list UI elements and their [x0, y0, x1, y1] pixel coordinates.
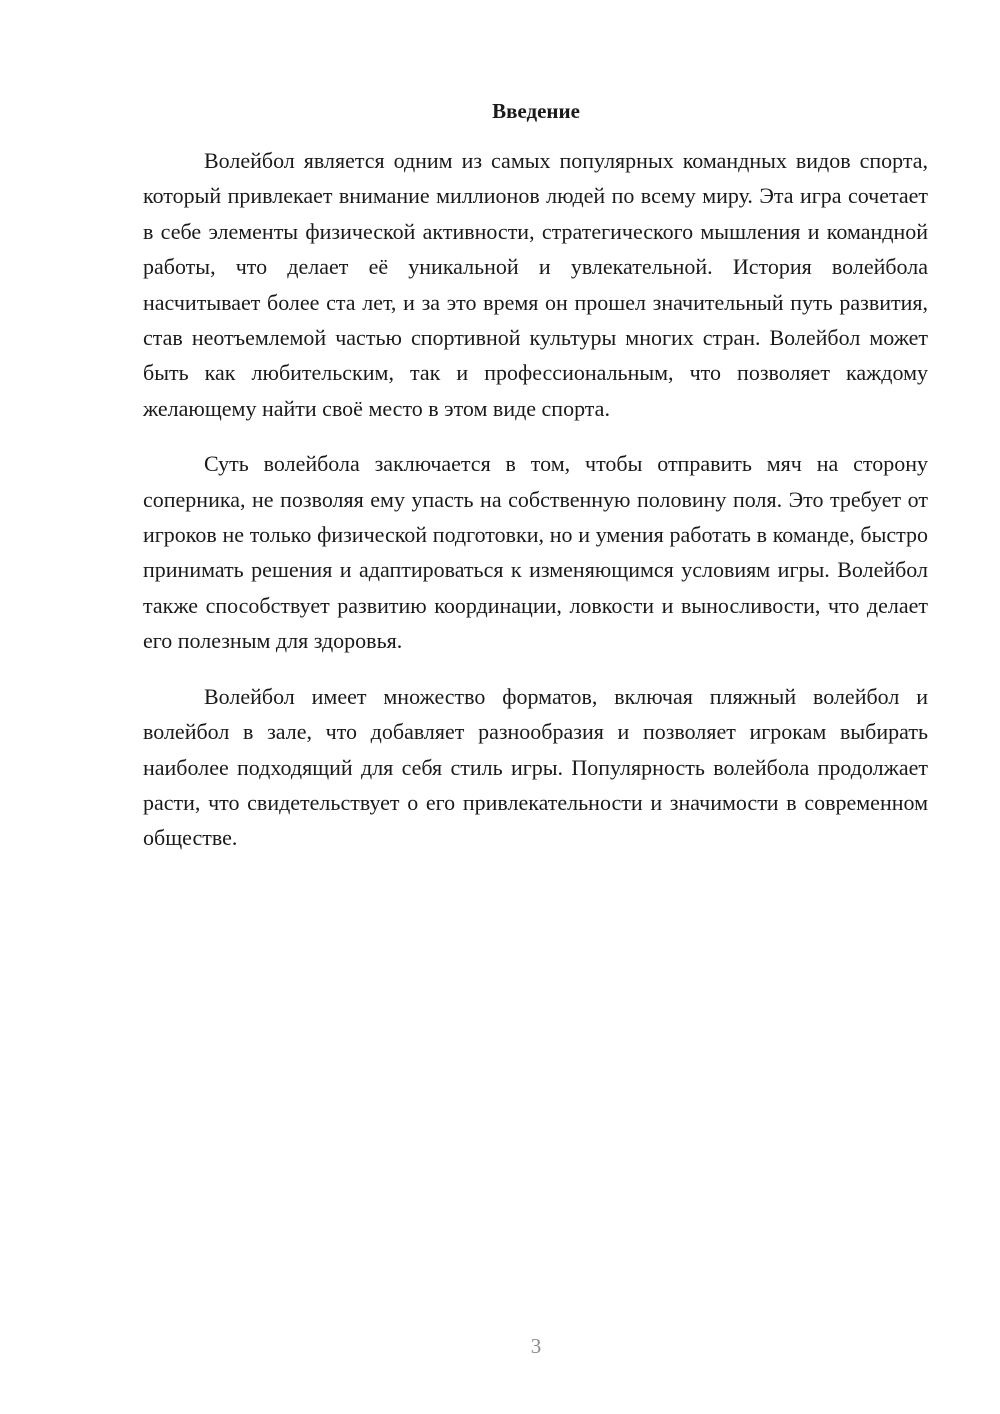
paragraph-1: Волейбол является одним из самых популярных командных видов спорта, который привлекает внимание миллионов людей по всему миру. Эта игра сочетает в себе элементы физической активности, стратегического мышления и командной работы, что делает её уникальной и увлекательной. История волейбола насчитывает более ста лет, и за это время он прошел значительный путь развития, став неотъемлемой частью спортивной культуры многих стран. Волейбол может быть как любительским, так и профессиональным, что позволяет каждому желающему найти своё место в этом виде спорта.	[143, 148, 928, 421]
document-body	[143, 143, 928, 876]
page-number: 3	[530, 1334, 542, 1358]
page-title: Введение	[492, 99, 580, 123]
paragraph-3: Волейбол имеет множество форматов, включая пляжный волейбол и волейбол в зале, что добавляет разнообразия и позволяет игрокам выбирать наиболее подходящий для себя стиль игры. Популярность волейбола продолжает расти, что свидетельствует о его привлекательности и значимости в современном обществе.	[143, 683, 928, 851]
paragraph-2: Суть волейбола заключается в том, чтобы отправить мяч на сторону соперника, не позволяя ему упасть на собственную половину поля. Это требует от игроков не только физической подготовки, но и умения работать в команде, быстро принимать решения и адаптироваться к изменяющимся условиям игры. Волейбол также способствует развитию координации, ловкости и выносливости, что делает его полезным для здоровья.	[143, 451, 928, 654]
